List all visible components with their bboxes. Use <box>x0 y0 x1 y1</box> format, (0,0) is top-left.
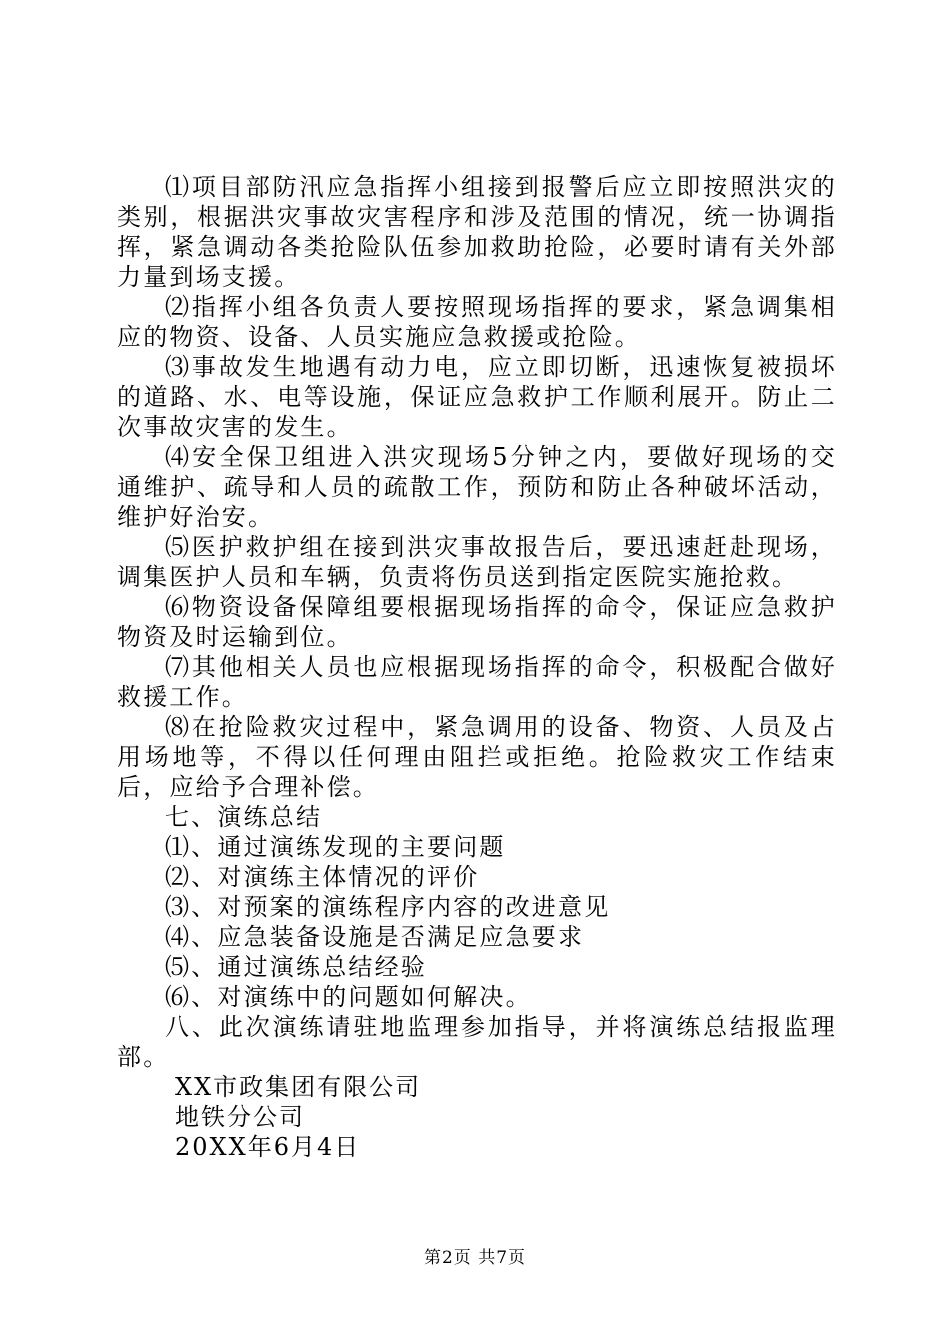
paragraph-5: ⑸医护救护组在接到洪灾事故报告后，要迅速赶赴现场，调集医护人员和车辆，负责将伤员送到指定医院实施抢救。 <box>117 533 837 591</box>
paragraph-3: ⑶事故发生地遇有动力电，应立即切断，迅速恢复被损坏的道路、水、电等设施，保证应急救护工作顺利展开。防止二次事故灾害的发生。 <box>117 353 837 441</box>
summary-item-6: ⑹、对演练中的问题如何解决。 <box>165 983 532 1011</box>
section-heading-supervision: 八、此次演练请驻地监理参加指导，并将演练总结报监理部。 <box>117 1013 837 1071</box>
summary-item-5: ⑸、通过演练总结经验 <box>165 953 427 981</box>
paragraph-8: ⑻在抢险救灾过程中，紧急调用的设备、物资、人员及占用场地等，不得以任何理由阻拦或拒绝。抢险救灾工作结束后，应给予合理补偿。 <box>117 713 837 801</box>
document-body <box>117 172 837 1162</box>
page-number-footer: 第2页 共7页 <box>423 1248 527 1268</box>
summary-item-4: ⑷、应急装备设施是否满足应急要求 <box>165 923 585 951</box>
paragraph-2: ⑵指挥小组各负责人要按照现场指挥的要求，紧急调集相应的物资、设备、人员实施应急救援或抢险。 <box>117 293 837 351</box>
signature-branch: 地铁分公司 <box>175 1103 305 1131</box>
summary-item-1: ⑴、通过演练发现的主要问题 <box>165 833 506 861</box>
paragraph-4: ⑷安全保卫组进入洪灾现场5分钟之内，要做好现场的交通维护、疏导和人员的疏散工作，预防和防止各种破坏活动，维护好治安。 <box>117 443 837 531</box>
signature-date: 20XX年6月4日 <box>175 1133 361 1161</box>
paragraph-1: ⑴项目部防汛应急指挥小组接到报警后应立即按照洪灾的类别，根据洪灾事故灾害程序和涉及范围的情况，统一协调指挥，紧急调动各类抢险队伍参加救助抢险，必要时请有关外部力量到场支援。 <box>117 173 837 291</box>
paragraph-7: ⑺其他相关人员也应根据现场指挥的命令，积极配合做好救援工作。 <box>117 653 837 711</box>
summary-item-3: ⑶、对预案的演练程序内容的改进意见 <box>165 893 611 921</box>
paragraph-6: ⑹物资设备保障组要根据现场指挥的命令，保证应急救护物资及时运输到位。 <box>117 593 837 651</box>
summary-item-2: ⑵、对演练主体情况的评价 <box>165 863 480 891</box>
section-heading-summary: 七、演练总结 <box>165 803 323 831</box>
signature-company: XX市政集团有限公司 <box>175 1073 422 1101</box>
